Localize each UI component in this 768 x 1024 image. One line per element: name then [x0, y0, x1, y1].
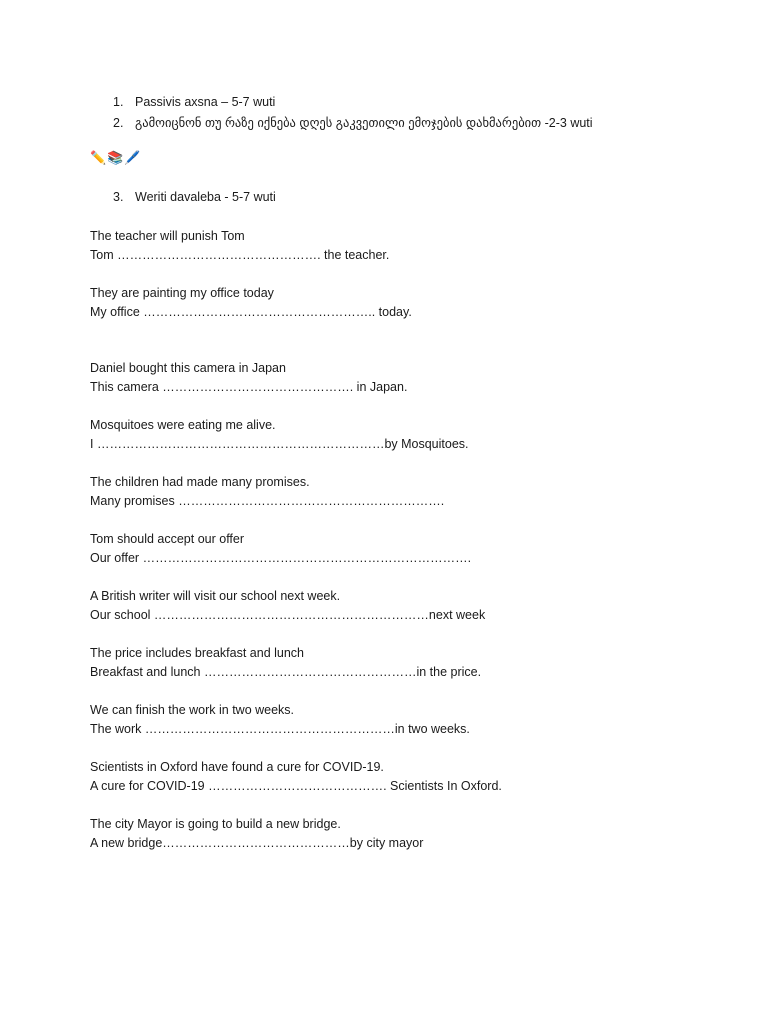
list-number: 2. [113, 116, 124, 130]
list-item-2 [113, 115, 593, 130]
exercise-sentence: Tom should accept our offer [90, 532, 245, 546]
emoji-icon: ✏️📚🖊️ [90, 150, 142, 165]
exercise-sentence: The teacher will punish Tom [90, 229, 245, 243]
list-item-text: Passivis axsna – 5-7 wuti [135, 95, 276, 109]
exercise-sentence: Daniel bought this camera in Japan [90, 361, 286, 375]
exercise-prompt: The work ……………………………………………………in two weeks. [90, 722, 470, 736]
exercise-9 [90, 701, 470, 739]
exercise-2 [90, 284, 412, 322]
exercise-sentence: The price includes breakfast and lunch [90, 646, 305, 660]
list-number: 1. [113, 95, 124, 109]
list-item-text: გამოიცნონ თუ რაზე იქნება დღეს გაკვეთილი ემოჯების დახმარებით -2-3 wuti [135, 116, 593, 130]
exercise-sentence: The children had made many promises. [90, 475, 310, 489]
exercise-prompt: A cure for COVID-19 ……………………………………. Scientists In Oxford. [90, 779, 502, 793]
exercise-sentence: A British writer will visit our school next week. [90, 589, 341, 603]
exercise-prompt: Tom …………………………………………. the teacher. [90, 248, 390, 262]
list-item-1 [113, 95, 275, 109]
exercise-7 [90, 587, 485, 625]
exercise-prompt: I ……………………………………………………………by Mosquitoes. [90, 437, 469, 451]
exercise-sentence: The city Mayor is going to build a new bridge. [90, 817, 341, 831]
exercise-8 [90, 644, 481, 682]
exercise-sentence: Scientists in Oxford have found a cure for COVID-19. [90, 760, 384, 774]
exercise-prompt: A new bridge………………………………………by city mayor [90, 836, 424, 850]
exercise-prompt: Breakfast and lunch ……………………………………………in the price. [90, 665, 482, 679]
list-number: 3. [113, 190, 124, 204]
exercise-1 [90, 227, 389, 265]
exercise-6 [90, 530, 471, 568]
exercise-prompt: My office ……………………………………………….. today. [90, 305, 412, 319]
exercise-11 [90, 815, 423, 853]
exercise-prompt: Many promises ………………………………………………………. [90, 494, 445, 508]
list-item-text: Weriti davaleba - 5-7 wuti [135, 190, 276, 204]
exercise-sentence: We can finish the work in two weeks. [90, 703, 295, 717]
list-item-3 [113, 190, 276, 204]
exercise-sentence: Mosquitoes were eating me alive. [90, 418, 276, 432]
exercise-10 [90, 758, 502, 796]
emoji-hint-icons [90, 150, 142, 166]
exercise-5 [90, 473, 444, 511]
exercise-4 [90, 416, 469, 454]
exercise-prompt: Our school …………………………………………………………next week [90, 608, 486, 622]
exercise-prompt: Our offer ……………………………………………………………………. [90, 551, 472, 565]
exercise-prompt: This camera ………………………………………. in Japan. [90, 380, 408, 394]
exercise-sentence: They are painting my office today [90, 286, 274, 300]
exercise-3 [90, 359, 407, 397]
